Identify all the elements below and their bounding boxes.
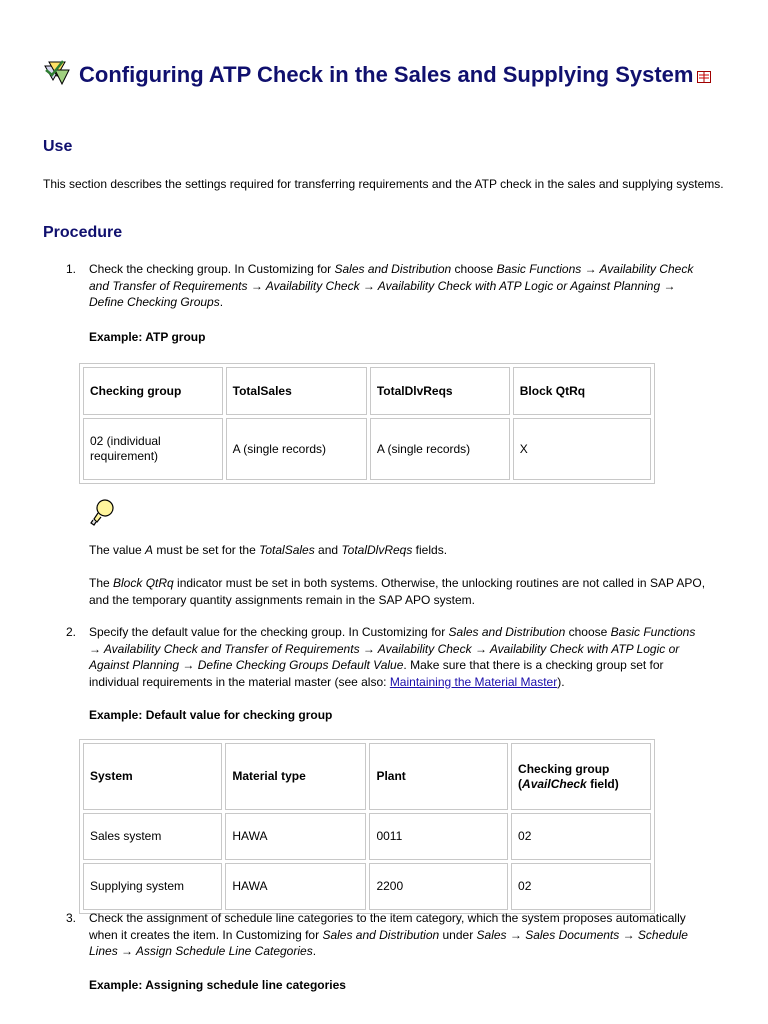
text-run: . Make sure that there is a checking group set for individual requirements in the material master (see also: <box>89 658 664 689</box>
tip-line-2 <box>89 575 709 608</box>
tip-line-1 <box>89 542 709 559</box>
default-checking-group-table <box>79 739 655 914</box>
italic-term: Sales and Distribution <box>334 262 452 276</box>
text-run: indicator must be set in both systems. Otherwise, the unlocking routines are not called in SAP APO, and the temporary quantity assignments remain in the SAP APO system. <box>89 576 706 607</box>
table-header-cell: TotalSales <box>226 367 367 415</box>
page-title <box>43 58 733 89</box>
italic-term: Block QtRq <box>113 576 174 590</box>
table-cell: Sales system <box>83 813 222 860</box>
table-header-cell: Block QtRq <box>513 367 651 415</box>
text-run: Check the checking group. In Customizing for <box>89 262 335 276</box>
text-run: Specify the default value for the checking group. In Customizing for <box>89 625 449 639</box>
table-header-cell: Material type <box>225 743 366 810</box>
text-run: Check the assignment of schedule line categories to the item category, which the system proposes automatically when it creates the item. In Customizing for <box>89 911 686 942</box>
table-row <box>83 813 651 860</box>
table-header-row <box>83 367 651 415</box>
table-cell: 2200 <box>369 863 508 910</box>
text-run: under <box>439 927 477 942</box>
material-master-link[interactable]: Maintaining the Material Master <box>389 674 558 689</box>
italic-term: Basic Functions → Availability Check and Transfer of Requirements → Availability Check → Availability Check with ATP Logic or Against Planning → Define Checking Groups Default Value <box>89 625 696 672</box>
table-cell: 02 (individual requirement) <box>83 418 223 480</box>
italic-term: Sales → Sales Documents → Schedule Lines → Assign Schedule Line Categories <box>89 927 688 958</box>
italic-term: TotalSales <box>259 543 315 557</box>
atp-group-table <box>79 363 655 484</box>
table-header-cell: Plant <box>369 743 508 810</box>
page-title-text: Configuring ATP Check in the Sales and Supplying System <box>79 62 694 87</box>
table-header-row <box>83 743 651 810</box>
table-row <box>83 418 651 480</box>
header-note-field: AvailCheck <box>522 776 587 791</box>
lightbulb-icon <box>89 498 115 526</box>
table-row <box>83 863 651 910</box>
italic-term: Sales and Distribution <box>448 625 566 639</box>
table-cell: 0011 <box>369 813 508 860</box>
italic-term: TotalDlvReqs <box>341 543 413 557</box>
text-run: and <box>314 543 342 557</box>
process-structure-icon <box>43 58 77 86</box>
text-run: choose <box>565 625 611 639</box>
text-run: . <box>312 944 317 958</box>
table-cell: Supplying system <box>83 863 222 910</box>
step-3-example-title: Example: Assigning schedule line categories <box>89 978 346 992</box>
italic-term: A <box>145 543 154 557</box>
text-run: ). <box>557 674 565 689</box>
italic-term: Sales and Distribution <box>322 927 440 942</box>
procedure-heading: Procedure <box>43 224 123 241</box>
step-2-text <box>89 624 709 690</box>
header-note-close: field) <box>586 776 619 791</box>
header-note-open: ( <box>518 776 523 791</box>
table-header-cell: System <box>83 743 222 810</box>
table-header-cell <box>511 743 651 810</box>
table-cell: X <box>513 418 651 480</box>
text-run: fields. <box>412 543 448 557</box>
text-run: The value <box>89 543 146 557</box>
italic-term: Basic Functions → Availability Check and Transfer of Requirements → Availability Check → Availability Check with ATP Logic or Against Planning → Define Checking Groups <box>89 262 694 309</box>
table-cell: 02 <box>511 863 651 910</box>
table-cell: HAWA <box>225 813 366 860</box>
table-header-cell: TotalDlvReqs <box>370 367 510 415</box>
text-run: . <box>219 295 224 309</box>
text-run: choose <box>451 262 497 276</box>
table-cell: 02 <box>511 813 651 860</box>
step-3-number: 3. <box>66 911 77 925</box>
table-cell: A (single records) <box>226 418 367 480</box>
use-heading: Use <box>43 138 73 155</box>
text-run: The <box>89 576 114 590</box>
use-text: This section describes the settings required for transferring requirements and the ATP check in the sales and supplying systems. <box>43 177 724 191</box>
step-1-example-title: Example: ATP group <box>89 330 206 344</box>
step-2-number: 2. <box>66 625 77 639</box>
text-run: must be set for the <box>153 543 260 557</box>
table-cell: A (single records) <box>370 418 510 480</box>
table-header-cell: Checking group <box>83 367 223 415</box>
glossary-book-icon[interactable] <box>697 71 711 83</box>
checking-group-header-label: Checking group <box>518 761 610 776</box>
table-cell: HAWA <box>225 863 366 910</box>
step-1-text <box>89 261 709 311</box>
step-3-text <box>89 910 709 960</box>
step-1-number: 1. <box>66 262 77 276</box>
step-2-example-title: Example: Default value for checking group <box>89 708 333 722</box>
